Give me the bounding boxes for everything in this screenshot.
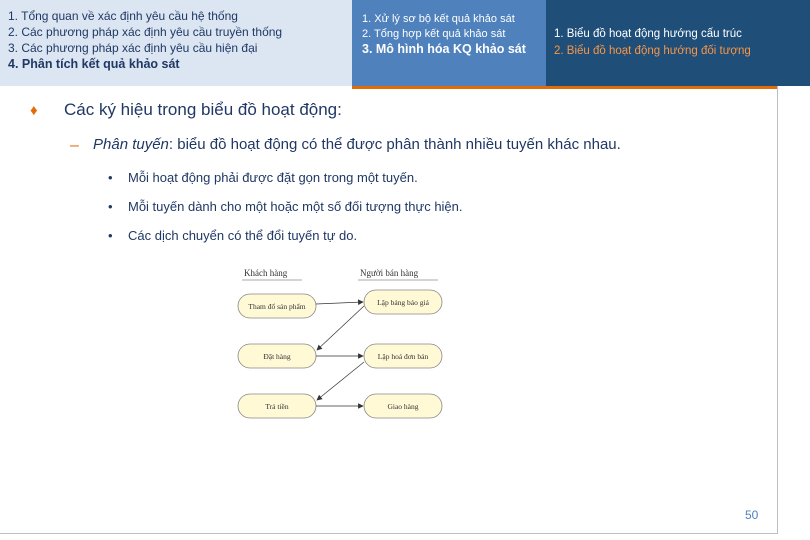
toc-sub-item-3-current[interactable]: 3. Mô hình hóa KQ khảo sát [362, 42, 526, 56]
dash-bullet-icon: – [70, 137, 79, 154]
header-toc-right [546, 0, 810, 86]
activity-node-label: Tham đổ sản phẩm [248, 302, 306, 311]
dot-bullet-icon: • [108, 170, 113, 185]
bullet-item [108, 170, 418, 185]
dot-bullet-icon: • [108, 199, 113, 214]
transition-arrow [317, 306, 364, 350]
bullet-text: Mỗi hoạt động phải được đặt gọn trong một tuyến. [128, 170, 418, 185]
toc-item-2[interactable]: 2. Các phương pháp xác định yêu cầu truyền thống [8, 25, 283, 39]
sub-point-text: : biểu đồ hoạt động có thể được phân thành nhiều tuyến khác nhau. [168, 136, 621, 153]
frame-right-border [777, 86, 778, 534]
toc-sub-item-2[interactable]: 2. Tổng hợp kết quả khảo sát [362, 28, 506, 40]
header-divider [352, 86, 777, 89]
transition-arrow [316, 302, 363, 304]
toc-item-3[interactable]: 3. Các phương pháp xác định yêu cầu hiện đại [8, 41, 258, 55]
lane-right-label: Người bán hàng [360, 268, 419, 278]
bullet-text: Các dịch chuyển có thể đổi tuyến tự do. [128, 228, 358, 243]
frame-bottom-border [0, 533, 778, 534]
dot-bullet-icon: • [108, 228, 113, 243]
slide-heading: Các ký hiệu trong biểu đồ hoạt động: [64, 100, 342, 119]
bullet-item [108, 228, 357, 243]
transition-arrow [317, 362, 364, 400]
header-toc-left [0, 0, 352, 86]
sub-point-label: Phân tuyến [93, 136, 169, 153]
header-toc-mid [352, 0, 546, 86]
toc-subsub-item-2-current[interactable]: 2. Biểu đồ hoạt động hướng đối tượng [554, 45, 751, 57]
diamond-bullet-icon: ♦ [30, 102, 38, 119]
toc-item-1[interactable]: 1. Tổng quan về xác định yêu cầu hệ thống [8, 9, 238, 23]
activity-node-label: Giao hàng [387, 402, 419, 411]
activity-node-label: Lập bảng báo giá [377, 298, 429, 307]
swimlane-activity-diagram [230, 262, 450, 427]
lane-left-label: Khách hàng [244, 268, 288, 278]
activity-node-label: Trả tiền [265, 402, 289, 411]
bullet-item [108, 199, 463, 214]
activity-node-label: Đặt hàng [263, 352, 291, 361]
activity-node-label: Lập hoá đơn bán [377, 352, 429, 361]
toc-item-4-current[interactable]: 4. Phân tích kết quả khảo sát [8, 57, 180, 71]
toc-subsub-item-1[interactable]: 1. Biểu đồ hoạt động hướng cấu trúc [554, 28, 742, 40]
toc-sub-item-1[interactable]: 1. Xử lý sơ bộ kết quả khảo sát [362, 13, 515, 25]
page-number: 50 [745, 508, 759, 522]
bullet-text: Mỗi tuyến dành cho một hoặc một số đối tượng thực hiện. [128, 199, 463, 214]
sub-point [93, 136, 621, 153]
